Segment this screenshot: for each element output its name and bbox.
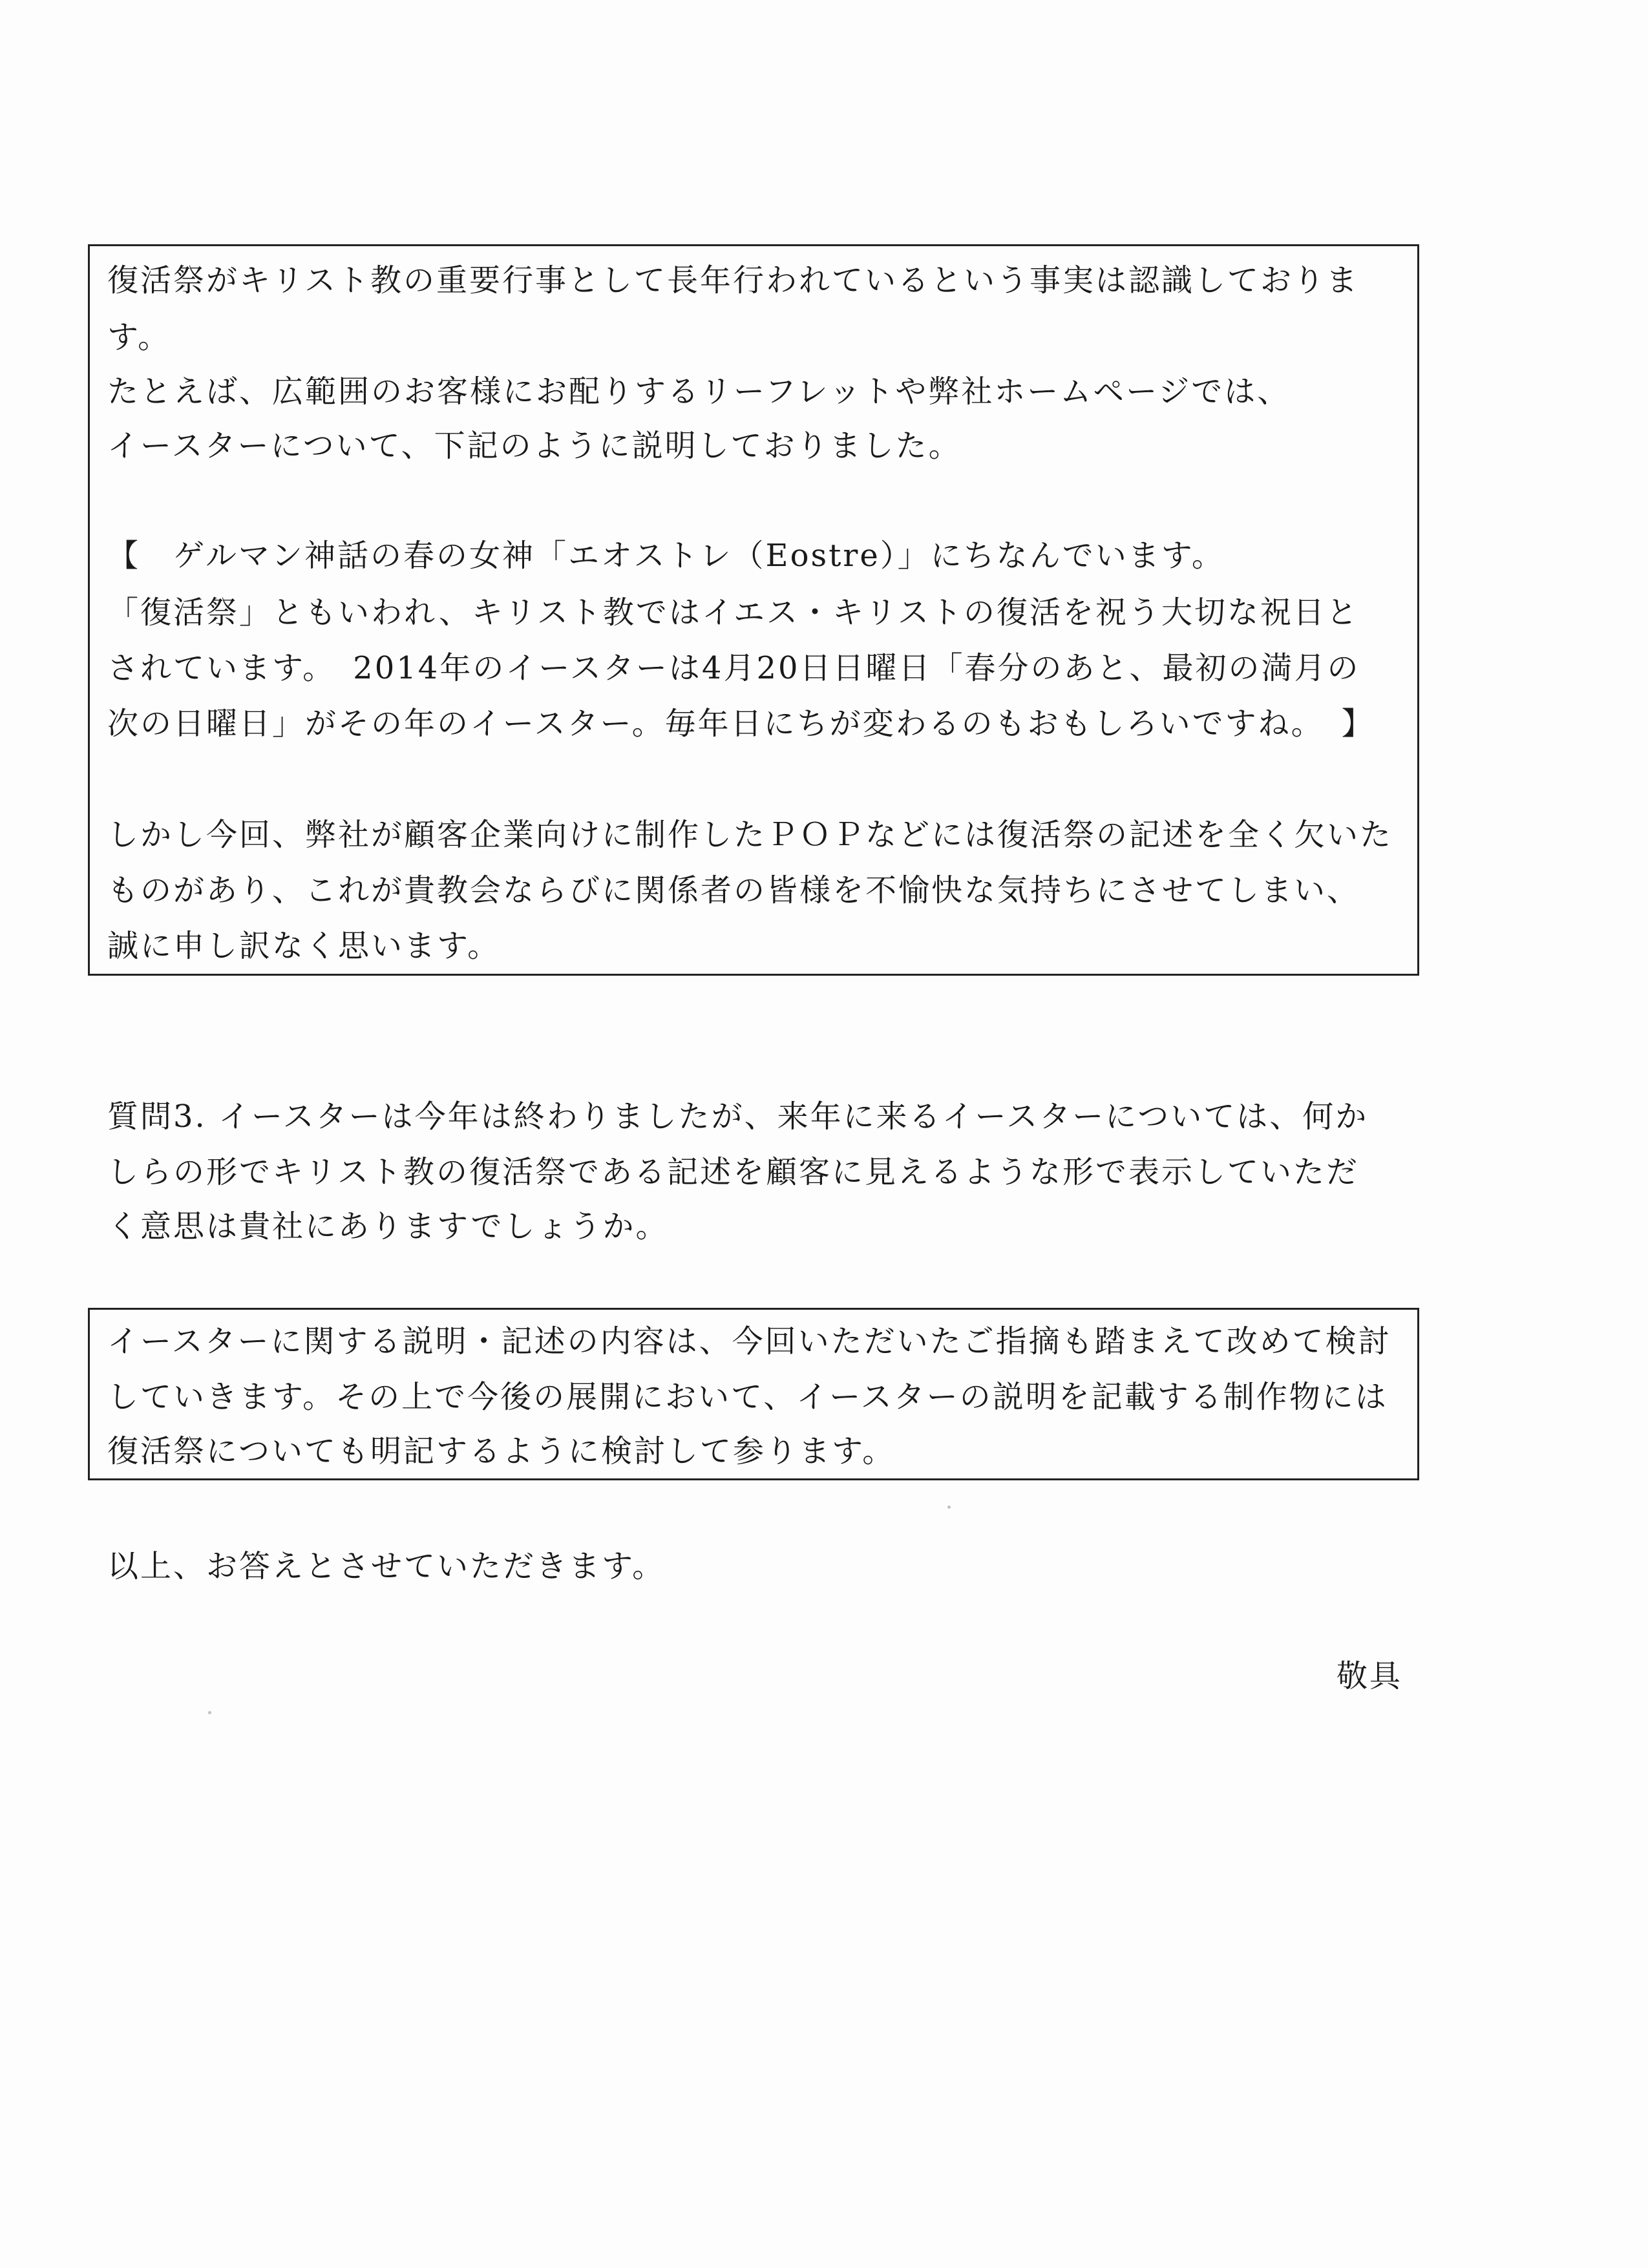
scan-speck	[208, 1711, 211, 1714]
answer-text-line: イースターについて、下記のように説明しておりました。	[107, 428, 962, 464]
quoted-description-line: 「復活祭」ともいわれ、キリスト教ではイエス・キリストの復活を祝う大切な祝日と	[107, 594, 1360, 631]
answer-text-line: 復活祭がキリスト教の重要行事として長年行われているという事実は認識しておりま	[107, 262, 1360, 299]
quoted-description-line: されています。 2014年のイースターは4月20日日曜日「春分のあと、最初の満月の	[107, 650, 1360, 686]
quoted-description-line: 次の日曜日」がその年のイースター。毎年日にちが変わるのもおもしろいですね。 】	[107, 706, 1375, 742]
quoted-description-line: 【 ゲルマン神話の春の女神「エオストレ（Eostre）」にちなんでいます。	[107, 538, 1225, 574]
answer-text-line: していきます。その上で今後の展開において、イースターの説明を記載する制作物には	[107, 1379, 1388, 1415]
answer-text-line: しかし今回、弊社が顧客企業向けに制作したＰＯＰなどには復活祭の記述を全く欠いた	[107, 817, 1393, 853]
question-3-line: しらの形でキリスト教の復活祭である記述を顧客に見えるような形で表示していただ	[107, 1154, 1360, 1190]
answer-text-line: す。	[107, 319, 171, 355]
scan-speck	[947, 1506, 951, 1509]
answer-text-line: ものがあり、これが貴教会ならびに関係者の皆様を不愉快な気持ちにさせてしまい、	[107, 872, 1360, 908]
answer-text-line: イースターに関する説明・記述の内容は、今回いただいたご指摘も踏まえて改めて検討	[107, 1323, 1391, 1360]
question-3-line: く意思は貴社にありますでしょうか。	[107, 1208, 669, 1244]
closing-statement: 以上、お答えとさせていただきます。	[107, 1548, 666, 1584]
question-3-line: 質問3. イースターは今年は終わりましたが、来年に来るイースターについては、何か	[107, 1098, 1369, 1135]
answer-text-line: 復活祭についても明記するように検討して参ります。	[107, 1433, 896, 1469]
answer-text-line: 誠に申し訳なく思います。	[107, 928, 501, 964]
signoff: 敬具	[1336, 1658, 1403, 1694]
answer-text-line: たとえば、広範囲のお客様にお配りするリーフレットや弊社ホームページでは、	[107, 373, 1291, 410]
